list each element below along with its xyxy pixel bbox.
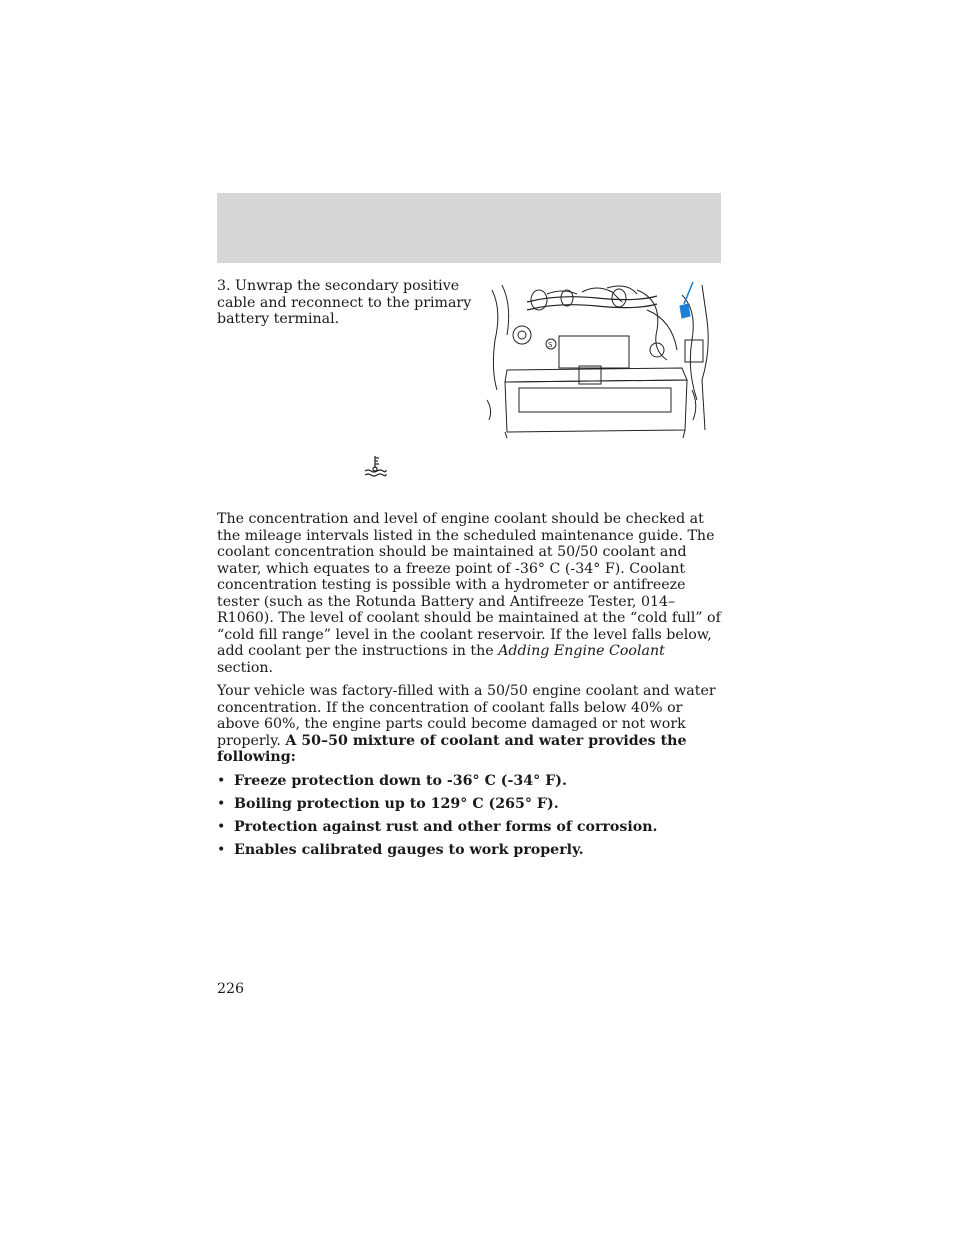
coolant-benefits-list [217, 773, 722, 859]
section-header-band [217, 193, 721, 263]
coolant-body-text [217, 511, 722, 865]
svg-text:S: S [548, 341, 553, 349]
list-item: • Freeze protection down to -36° C (-34° F). [217, 772, 567, 789]
list-item: • Boiling protection up to 129° C (265° F). [217, 795, 559, 812]
list-item: • Enables calibrated gauges to work properly. [217, 841, 584, 858]
adding-engine-coolant-reference: Adding Engine Coolant [498, 643, 665, 659]
step-3-text: 3. Unwrap the secondary positive cable and reconnect to the primary battery terminal. [217, 278, 472, 327]
coolant-paragraph-2: Your vehicle was factory-filled with a 50/50 engine coolant and water concentration. If the concentration of coolant falls below 40% or above 60%, the engine parts could become damaged or not work properly. A 50–50 mixture of coolant and water provides the following: [217, 683, 716, 765]
engine-battery-illustration-icon [487, 280, 713, 438]
coolant-paragraph-1: The concentration and level of engine coolant should be checked at the mileage intervals listed in the scheduled maintenance guide. The coolant concentration should be maintained at 50/50 coolant and water, which equates to a freeze point of -36° C (-34° F). Coolant concentration testing is possible with a hydrometer or antifreeze tester (such as the Rotunda Battery and Antifreeze Tester, 014–R1060). The level of coolant should be maintained at the “cold full” of “cold fill range” level in the coolant reservoir. If the level falls below, add coolant per the instructions in the Adding Engine Coolant section. [217, 511, 721, 676]
list-item: • Protection against rust and other forms of corrosion. [217, 818, 658, 835]
page-number: 226 [217, 981, 245, 997]
engine-coolant-temperature-icon [362, 455, 388, 479]
